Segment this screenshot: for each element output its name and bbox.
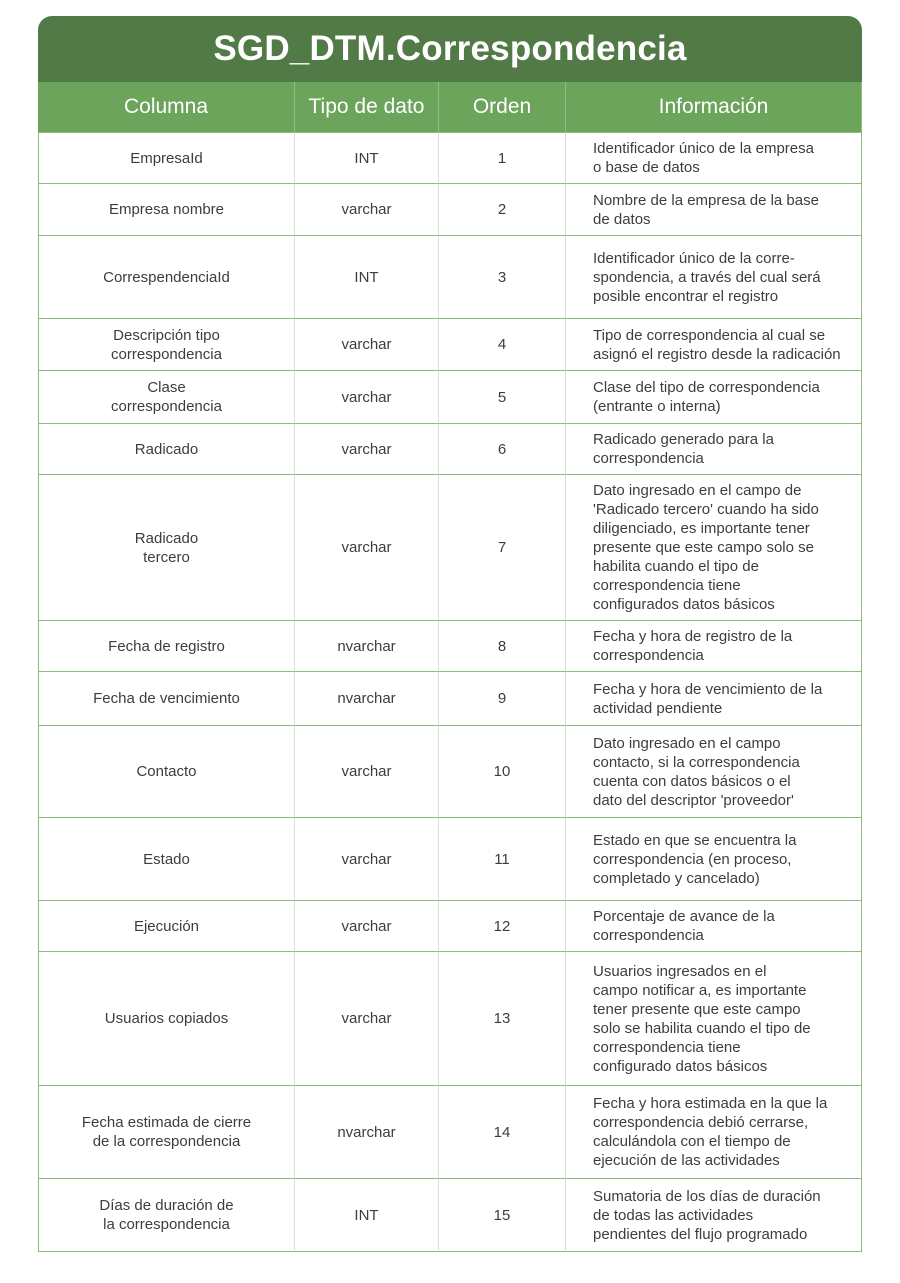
cell-columna-text: EmpresaId	[130, 149, 203, 167]
cell-columna	[38, 817, 295, 900]
cell-columna-text: Clase correspondencia	[111, 379, 222, 415]
cell-informacion-text: Porcentaje de avance de la correspondencia	[593, 908, 775, 944]
cell-columna-text: Fecha de vencimiento	[93, 690, 240, 707]
cell-informacion	[566, 423, 862, 474]
cell-tipo-text: varchar	[341, 850, 392, 868]
cell-orden-text: 1	[497, 149, 507, 167]
cell-informacion-text: Usuarios ingresados en el campo notificar a, es importante tener presente que este campo solo se habilita cuando el tipo de correspondencia tiene configurado datos básicos	[593, 962, 811, 1075]
cell-tipo	[295, 900, 439, 951]
cell-columna	[38, 183, 295, 235]
cell-columna-text: CorrespendenciaId	[103, 268, 230, 286]
cell-tipo-text: varchar	[341, 763, 392, 780]
cell-tipo	[295, 132, 439, 183]
cell-orden-text: 10	[493, 763, 511, 780]
cell-informacion	[566, 1178, 862, 1252]
header-orden: Orden	[439, 82, 566, 132]
cell-informacion	[566, 951, 862, 1085]
cell-informacion	[566, 318, 862, 370]
cell-tipo-text: nvarchar	[337, 690, 396, 707]
cell-columna-text: Radicado	[134, 440, 199, 458]
cell-orden-text: 4	[497, 336, 507, 353]
cell-orden	[439, 318, 566, 370]
cell-columna-text: Días de duración de la correspondencia	[99, 1197, 234, 1233]
cell-tipo-text: INT	[354, 149, 379, 167]
cell-columna	[38, 318, 295, 370]
data-dictionary-table	[38, 16, 862, 1252]
cell-tipo-text: INT	[354, 1206, 379, 1224]
cell-orden-text: 3	[497, 268, 507, 286]
cell-orden-text: 5	[497, 388, 507, 406]
cell-orden-text: 15	[493, 1206, 511, 1224]
cell-orden	[439, 951, 566, 1085]
cell-columna	[38, 900, 295, 951]
cell-orden	[439, 900, 566, 951]
cell-orden-text: 14	[493, 1123, 511, 1141]
cell-tipo	[295, 474, 439, 620]
cell-informacion-text: Fecha y hora de registro de la correspondencia	[593, 628, 793, 664]
cell-informacion-text: Clase del tipo de correspondencia (entrante o interna)	[593, 379, 820, 415]
cell-columna	[38, 423, 295, 474]
cell-orden	[439, 132, 566, 183]
cell-informacion	[566, 1085, 862, 1178]
cell-informacion	[566, 671, 862, 725]
cell-columna-text: Descripción tipo correspondencia	[111, 326, 222, 363]
cell-informacion-text: Fecha y hora estimada en la que la correspondencia debió cerrarse, calculándola con el tiempo de ejecución de las actividades	[593, 1095, 828, 1169]
cell-tipo-text: varchar	[341, 336, 392, 353]
cell-orden	[439, 671, 566, 725]
cell-columna	[38, 725, 295, 817]
cell-informacion-text: Tipo de correspondencia al cual se asignó el registro desde la radicación	[593, 326, 841, 363]
cell-informacion	[566, 620, 862, 671]
cell-orden	[439, 1178, 566, 1252]
cell-informacion-text: Dato ingresado en el campo de 'Radicado tercero' cuando ha sido diligenciado, es importante tener presente que este campo solo se habilita cuando el tipo de correspondencia tiene configurados datos básicos	[593, 482, 819, 613]
cell-tipo	[295, 620, 439, 671]
cell-tipo	[295, 1178, 439, 1252]
header-columna: Columna	[38, 82, 295, 132]
cell-orden-text: 12	[493, 917, 511, 935]
cell-informacion	[566, 235, 862, 318]
cell-columna	[38, 370, 295, 423]
cell-columna	[38, 235, 295, 318]
cell-columna	[38, 951, 295, 1085]
cell-tipo-text: varchar	[341, 388, 392, 406]
header-tipo-de-dato: Tipo de dato	[295, 82, 439, 132]
cell-tipo	[295, 183, 439, 235]
cell-columna	[38, 671, 295, 725]
cell-tipo	[295, 318, 439, 370]
cell-informacion	[566, 900, 862, 951]
cell-tipo	[295, 1085, 439, 1178]
cell-informacion-text: Dato ingresado en el campo contacto, si la correspondencia cuenta con datos básicos o el dato del descriptor 'proveedor'	[593, 734, 800, 809]
cell-columna-text: Usuarios copiados	[104, 1010, 229, 1027]
cell-orden	[439, 423, 566, 474]
cell-orden-text: 11	[494, 850, 510, 868]
cell-tipo	[295, 817, 439, 900]
cell-tipo	[295, 423, 439, 474]
cell-tipo-text: varchar	[341, 917, 392, 935]
cell-columna	[38, 1178, 295, 1252]
cell-tipo-text: varchar	[341, 1010, 392, 1027]
cell-orden	[439, 725, 566, 817]
cell-columna	[38, 1085, 295, 1178]
cell-informacion-text: Identificador único de la corre- spondencia, a través del cual será posible encontrar el registro	[593, 249, 821, 305]
cell-informacion	[566, 132, 862, 183]
cell-informacion	[566, 183, 862, 235]
cell-informacion-text: Identificador único de la empresa o base de datos	[593, 140, 814, 176]
cell-tipo	[295, 235, 439, 318]
cell-tipo	[295, 725, 439, 817]
cell-orden	[439, 620, 566, 671]
table-grid	[38, 82, 862, 1252]
cell-columna-text: Estado	[143, 850, 190, 868]
cell-tipo-text: INT	[354, 268, 379, 286]
cell-orden-text: 7	[497, 539, 507, 556]
cell-columna-text: Radicado tercero	[134, 529, 199, 566]
cell-informacion-text: Estado en que se encuentra la correspondencia (en proceso, completado y cancelado)	[593, 831, 797, 887]
cell-tipo	[295, 671, 439, 725]
cell-columna-text: Empresa nombre	[108, 201, 225, 218]
cell-orden	[439, 235, 566, 318]
cell-tipo	[295, 951, 439, 1085]
cell-tipo-text: nvarchar	[337, 1123, 396, 1141]
cell-orden-text: 2	[497, 201, 507, 218]
cell-tipo-text: nvarchar	[337, 637, 396, 655]
cell-orden	[439, 1085, 566, 1178]
cell-orden-text: 6	[497, 440, 507, 458]
cell-informacion-text: Sumatoria de los días de duración de todas las actividades pendientes del flujo programado	[593, 1187, 821, 1243]
cell-orden-text: 13	[493, 1010, 511, 1027]
cell-columna	[38, 620, 295, 671]
cell-tipo-text: varchar	[341, 440, 392, 458]
cell-informacion-text: Nombre de la empresa de la base de datos	[593, 191, 819, 228]
cell-orden-text: 9	[497, 690, 507, 707]
cell-informacion-text: Fecha y hora de vencimiento de la actividad pendiente	[593, 680, 823, 717]
header-informacion: Información	[566, 82, 862, 132]
cell-columna-text: Ejecución	[133, 917, 200, 935]
cell-informacion	[566, 474, 862, 620]
cell-informacion	[566, 817, 862, 900]
cell-columna	[38, 132, 295, 183]
cell-informacion	[566, 725, 862, 817]
cell-informacion	[566, 370, 862, 423]
cell-tipo	[295, 370, 439, 423]
cell-orden	[439, 817, 566, 900]
cell-informacion-text: Radicado generado para la correspondencia	[593, 431, 774, 467]
cell-columna-text: Fecha de registro	[108, 637, 225, 655]
table-title: SGD_DTM.Correspondencia	[38, 16, 862, 82]
cell-orden	[439, 474, 566, 620]
cell-tipo-text: varchar	[341, 201, 392, 218]
cell-orden	[439, 370, 566, 423]
cell-orden	[439, 183, 566, 235]
cell-orden-text: 8	[497, 637, 507, 655]
cell-columna-text: Contacto	[136, 763, 197, 780]
cell-columna-text: Fecha estimada de cierre de la correspondencia	[81, 1114, 252, 1150]
cell-columna	[38, 474, 295, 620]
cell-tipo-text: varchar	[341, 539, 392, 556]
